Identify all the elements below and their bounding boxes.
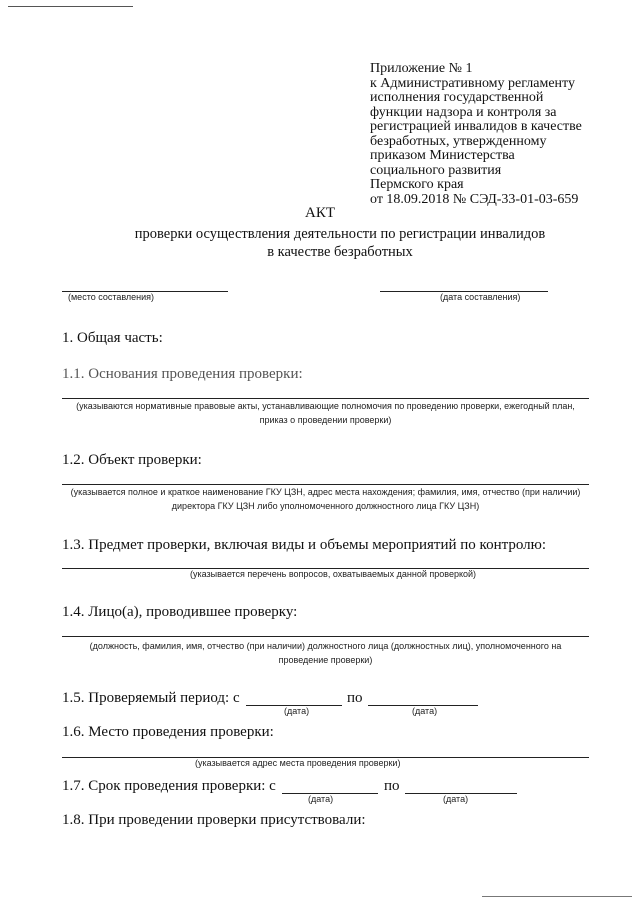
appendix-line: Приложение № 1 — [370, 61, 473, 76]
date-caption: (дата составления) — [440, 292, 521, 302]
term-po-label: по — [384, 778, 400, 794]
act-title: АКТ — [305, 205, 335, 221]
section-1-1-heading: 1.1. Основания проведения проверки: — [62, 366, 303, 382]
appendix-line: безработных, утвержденному — [370, 133, 547, 149]
act-subtitle-line1: проверки осуществления деятельности по регистрации инвалидов — [134, 226, 546, 242]
section-1-2-heading: 1.2. Объект проверки: — [62, 452, 202, 468]
section-1-2-caption — [62, 485, 589, 513]
appendix-line: социального развития — [370, 162, 502, 178]
appendix-line: Пермского края — [370, 177, 464, 192]
section-1-6-caption: (указывается адрес места проведения проверки) — [195, 758, 401, 768]
place-caption: (место составления) — [68, 292, 155, 302]
appendix-line: приказом Министерства — [370, 148, 515, 163]
term-from-caption: (дата) — [308, 794, 334, 804]
section-1-5-heading: 1.5. Проверяемый период: с — [62, 690, 240, 706]
period-from-caption: (дата) — [284, 706, 310, 716]
term-to-caption: (дата) — [443, 794, 469, 804]
appendix-line: исполнения государственной — [370, 90, 544, 105]
section-1-4-caption — [62, 639, 589, 667]
appendix-line: к Административному регламенту — [370, 75, 575, 91]
section-1-6-heading: 1.6. Место проведения проверки: — [62, 724, 274, 740]
appendix-line: регистрацией инвалидов в качестве — [370, 119, 582, 134]
section-1-3-heading: 1.3. Предмет проверки, включая виды и объемы мероприятий по контролю: — [62, 537, 546, 553]
period-po-label: по — [347, 690, 363, 706]
caption-line: (указываются нормативные правовые акты, устанавливающие полномочия по проведению проверки, ежегодный план, — [76, 401, 575, 411]
section-general-heading: 1. Общая часть: — [62, 330, 163, 346]
bottom-edge-rule — [482, 896, 632, 897]
appendix-line: функции надзора и контроля за — [370, 104, 557, 120]
caption-line: проведение проверки) — [278, 655, 373, 665]
section-1-8-heading: 1.8. При проведении проверки присутствовали: — [62, 812, 366, 828]
appendix-line: от 18.09.2018 № СЭД-33-01-03-659 — [370, 191, 579, 207]
section-1-7-heading: 1.7. Срок проведения проверки: с — [62, 778, 276, 794]
appendix-block — [370, 62, 620, 207]
section-1-1-caption — [62, 399, 589, 427]
act-subtitle-line2: в качестве безработных — [267, 244, 413, 260]
section-1-4-heading: 1.4. Лицо(а), проводившее проверку: — [62, 604, 298, 620]
section-1-4-line[interactable] — [62, 636, 589, 637]
caption-line: (должность, фамилия, имя, отчество (при наличии) должностного лица (должностных лиц), уполномоченного на — [89, 641, 562, 651]
caption-line: директора ГКУ ЦЗН либо уполномоченного должностного лица ГКУ ЦЗН) — [171, 501, 480, 511]
section-1-3-caption: (указывается перечень вопросов, охватываемых данной проверкой) — [190, 569, 477, 579]
caption-line: (указывается полное и краткое наименование ГКУ ЦЗН, адрес места нахождения; фамилия, имя, отчество (при наличии) — [70, 487, 581, 497]
period-to-caption: (дата) — [412, 706, 438, 716]
caption-line: приказ о проведении проверки) — [259, 415, 392, 425]
top-edge-rule — [8, 6, 133, 7]
